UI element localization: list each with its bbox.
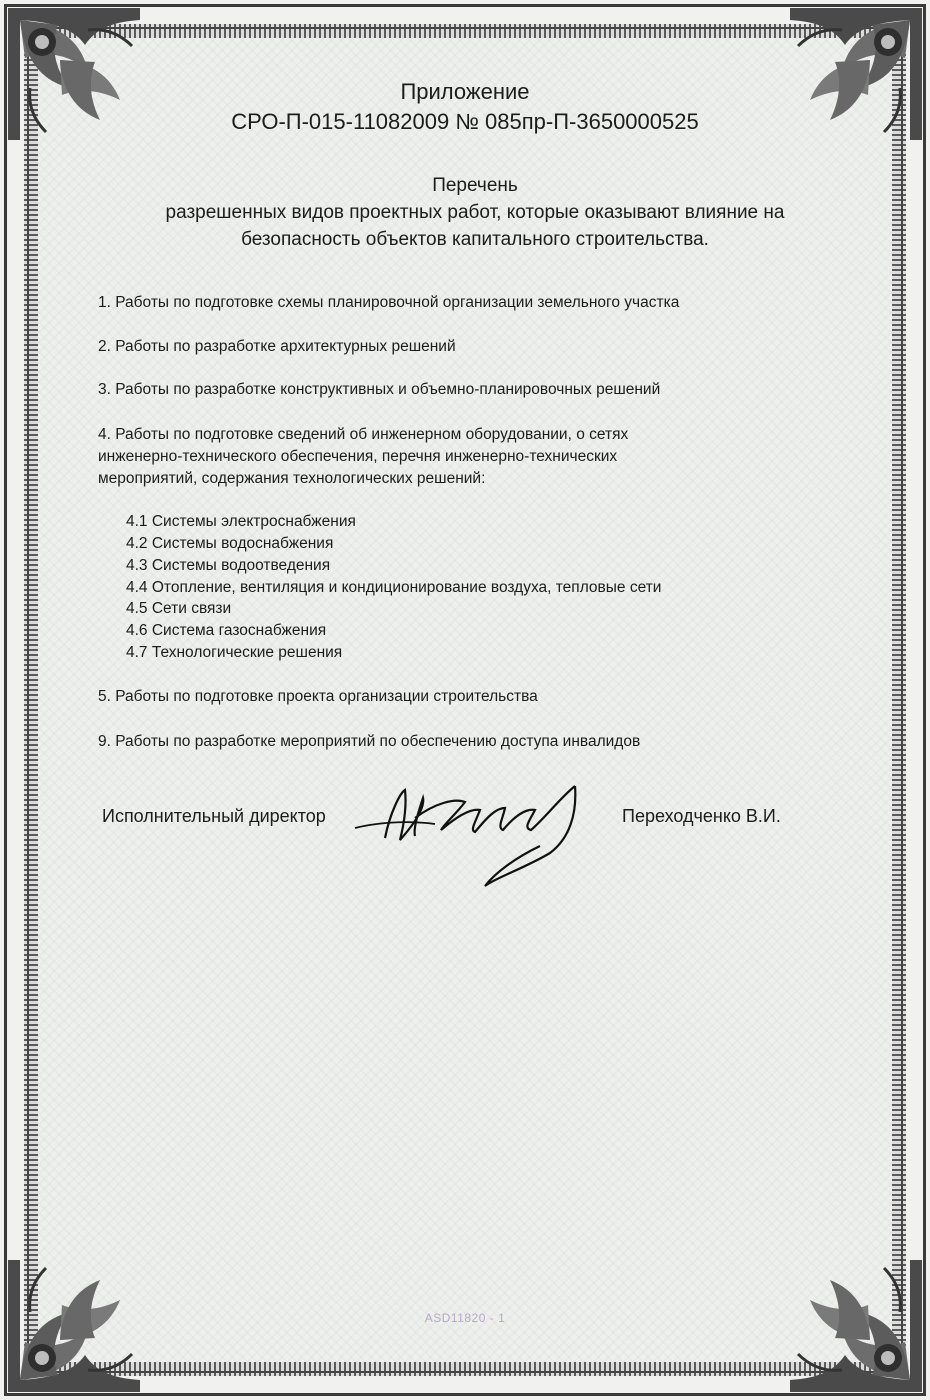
serial-number: ASD11820 - 1 <box>424 1311 506 1325</box>
sub-list-item: 4.7 Технологические решения <box>126 644 343 661</box>
sub-list-item: 4.2 Системы водоснабжения <box>126 535 334 552</box>
signatory-position: Исполнительный директор <box>102 806 326 826</box>
list-item: 5. Работы по подготовке проекта организации строительства <box>98 688 538 705</box>
handwritten-signature-icon <box>345 768 605 898</box>
signatory-name: Переходченко В.И. <box>622 806 781 826</box>
document-number: СРО-П-015-11082009 № 085пр-П-3650000525 <box>231 109 699 134</box>
sub-list-item: 4.6 Система газоснабжения <box>126 622 327 639</box>
document-title: Приложение <box>400 79 530 104</box>
sub-list-item: 4.4 Отопление, вентиляция и кондиционирование воздуха, тепловые сети <box>126 579 662 596</box>
list-item-continuation: инженерно-технического обеспечения, перечня инженерно-технических <box>98 448 618 465</box>
list-item: 4. Работы по подготовке сведений об инженерном оборудовании, о сетях <box>98 426 629 443</box>
list-heading: Перечень <box>432 175 518 196</box>
sub-list-item: 4.1 Системы электроснабжения <box>126 513 356 530</box>
signature-text: ВПерехоеч <box>405 815 487 832</box>
sub-list-item: 4.3 Системы водоотведения <box>126 557 331 574</box>
list-item: 1. Работы по подготовке схемы планировочной организации земельного участка <box>98 294 680 311</box>
list-item-continuation: мероприятий, содержания технологических решений: <box>98 470 486 487</box>
list-subheading-line: безопасность объектов капитального строительства. <box>241 229 709 250</box>
list-item: 3. Работы по разработке конструктивных и объемно-планировочных решений <box>98 381 661 398</box>
list-item: 9. Работы по разработке мероприятий по обеспечению доступа инвалидов <box>98 733 641 750</box>
list-item: 2. Работы по разработке архитектурных решений <box>98 338 456 355</box>
list-subheading-line: разрешенных видов проектных работ, которые оказывают влияние на <box>165 202 785 223</box>
sub-list-item: 4.5 Сети связи <box>126 600 232 617</box>
